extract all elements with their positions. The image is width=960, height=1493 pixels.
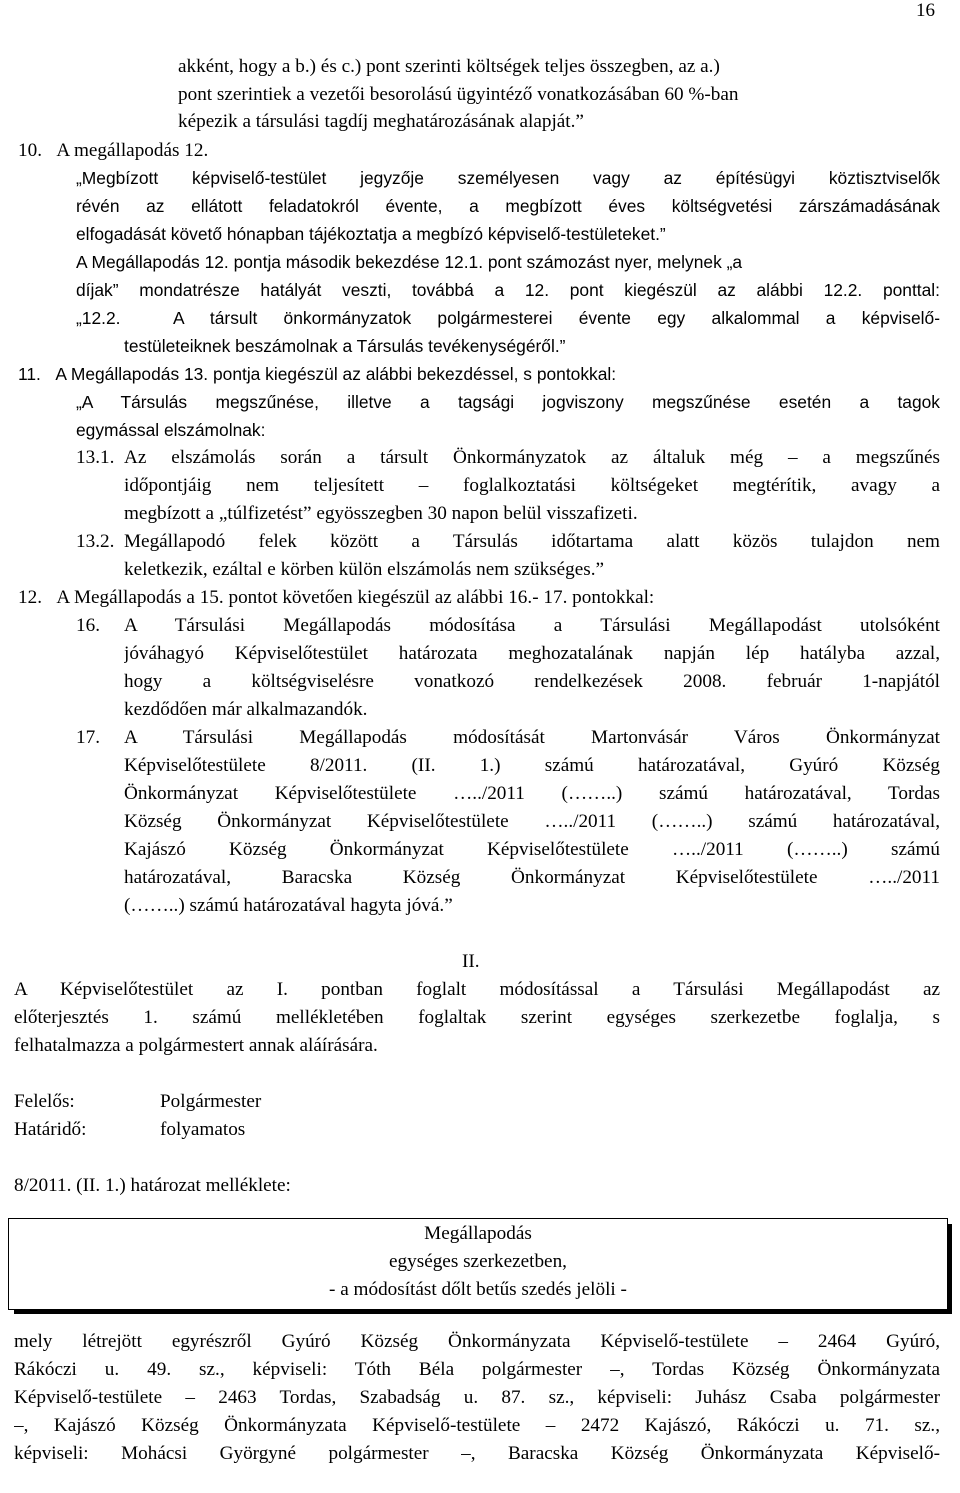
text-line: Rákóczi u. 49. sz., képviseli: Tóth Béla polgármester –, Tordas Község Önkormányzata xyxy=(14,1359,940,1380)
text-line: akként, hogy a b.) és c.) pont szerinti költségek teljes összegben, az a.) xyxy=(178,56,720,77)
text-line: 8/2011. (II. 1.) határozat melléklete: xyxy=(14,1175,291,1196)
text-line: kezdődően már alkalmazandók. xyxy=(124,699,368,720)
text-line: 17. xyxy=(76,727,100,748)
text-line: Megállapodó felek között a Társulás időtartama alatt közös tulajdon nem xyxy=(124,531,940,552)
text-line: –, Kajászó Község Önkormányzata Képviselő-testülete – 2472 Kajászó, Rákóczi u. 71. sz., xyxy=(14,1415,940,1436)
text-line: Önkormányzat Képviselőtestülete …../2011 (……..) számú határozatával, Tordas xyxy=(124,783,940,804)
text-line: mely létrejött egyrészről Gyúró Község Önkormányzata Képviselő-testülete – 2464 Gyúró, xyxy=(14,1331,940,1352)
text-line: Az elszámolás során a társult Önkormányzatok az általuk még – a megszűnés xyxy=(124,447,940,468)
text-line: A Megállapodás 12. pontja második bekezdése 12.1. pont számozást nyer, melynek „a xyxy=(76,252,743,272)
text-line: határozatával, Baracska Község Önkormányzat Képviselőtestülete …../2011 xyxy=(124,867,940,888)
text-line: keletkezik, ezáltal e körben külön elszámolás nem szükséges.” xyxy=(124,559,605,580)
box-frame xyxy=(8,1218,948,1310)
attachment-title-box xyxy=(8,1218,952,1315)
text-line: (……..) számú határozatával hagyta jóvá.” xyxy=(124,895,453,916)
text-line: folyamatos xyxy=(160,1119,246,1140)
text-line: hogy a költségviselésre vonatkozó rendelkezések 2008. február 1-napjától xyxy=(124,671,940,692)
text-line: Határidő: xyxy=(14,1119,87,1140)
text-line: előterjesztés 1. számú mellékletében foglaltak szerint egységes szerkezetbe foglalja, s xyxy=(14,1007,940,1028)
text-line: 16. xyxy=(76,615,100,636)
text-line: elfogadását követő hónapban tájékoztatja a megbízó képviselő-testületeket.” xyxy=(76,224,666,244)
text-line: díjak” mondatrésze hatályát veszti, továbbá a 12. pont kiegészül az alábbi 12.2. ponttal: xyxy=(76,280,940,300)
text-line: Képviselőtestülete 8/2011. (II. 1.) számú határozatával, Gyúró Község xyxy=(124,755,940,776)
text-line: Felelős: xyxy=(14,1091,75,1112)
text-line: 13.2. xyxy=(76,531,115,552)
box-subtitle: egységes szerkezetben, xyxy=(389,1251,567,1272)
text-line: időpontjáig nem teljesített – foglalkoztatási költségeket megtérítik, avagy a xyxy=(124,475,940,496)
text-line: „A Társulás megszűnése, illetve a tagsági jogviszony megszűnése esetén a tagok xyxy=(76,392,940,412)
box-title: Megállapodás xyxy=(424,1223,532,1244)
text-line: II. xyxy=(462,951,480,972)
text-line: pont szerintiek a vezetői besorolású ügyintéző vonatkozásában 60 %-ban xyxy=(178,84,739,105)
text-line: Képviselő-testülete – 2463 Tordas, Szabadság u. 87. sz., képviseli: Juhász Csaba polgármester xyxy=(14,1387,940,1408)
text-line: 13.1. xyxy=(76,447,115,468)
text-line: 11. A Megállapodás 13. pontja kiegészül az alábbi bekezdéssel, s pontokkal: xyxy=(18,364,617,384)
text-line: 12. A Megállapodás a 15. pontot követően kiegészül az alábbi 16.- 17. pontokkal: xyxy=(18,587,655,608)
text-line: „12.2. A társult önkormányzatok polgármesterei évente egy alkalommal a képviselő- xyxy=(76,308,940,328)
text-line: képezik a társulási tagdíj meghatározásának alapját.” xyxy=(178,111,584,132)
text-line: Kajászó Község Önkormányzat Képviselőtestülete …../2011 (……..) számú xyxy=(124,839,940,860)
text-line: A Képviselőtestület az I. pontban foglalt módosítással a Társulási Megállapodást az xyxy=(14,979,940,1000)
text-line: felhatalmazza a polgármestert annak aláírására. xyxy=(14,1035,378,1056)
text-line: képviseli: Mohácsi Györgyné polgármester –, Baracska Község Önkormányzata Képviselő- xyxy=(14,1443,940,1464)
text-line: jóváhagyó Képviselőtestület határozata meghozatalának napján lép hatályba azzal, xyxy=(124,643,940,664)
text-line: Község Önkormányzat Képviselőtestülete …../2011 (……..) számú határozatával, xyxy=(124,811,940,832)
page-number: 16 xyxy=(916,0,935,21)
text-line: megbízott a „túlfizetést” egyösszegben 30 napon belül visszafizeti. xyxy=(124,503,638,524)
text-line: testületeiknek beszámolnak a Társulás tevékenységéről.” xyxy=(124,336,566,356)
text-line: A Társulási Megállapodás módosítását Martonvásár Város Önkormányzat xyxy=(124,727,940,748)
text-line: A Társulási Megállapodás módosítása a Társulási Megállapodást utolsóként xyxy=(124,615,940,636)
text-line: 10. A megállapodás 12. xyxy=(18,140,209,161)
text-line: Polgármester xyxy=(160,1091,262,1112)
text-line: egymással elszámolnak: xyxy=(76,420,266,440)
box-note: - a módosítást dőlt betűs szedés jelöli - xyxy=(329,1279,627,1300)
text-line: „Megbízott képviselő-testület jegyzője személyesen vagy az építésügyi köztisztviselők xyxy=(76,168,940,188)
text-line: révén az ellátott feladatokról évente, a megbízott éves költségvetési zárszámadásának xyxy=(76,196,940,216)
